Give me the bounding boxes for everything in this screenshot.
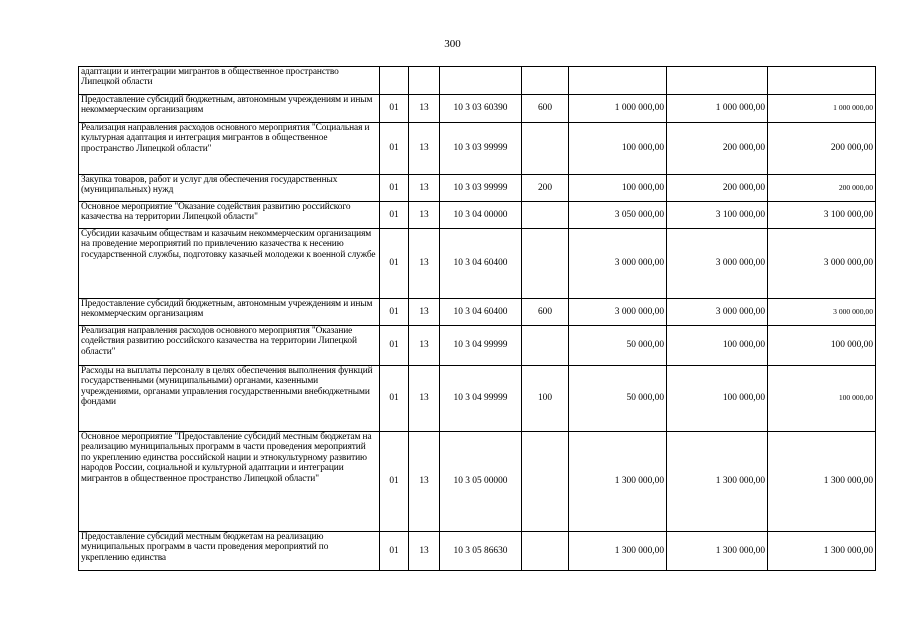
expense-type-cell	[522, 202, 569, 229]
amount-year2-cell: 1 300 000,00	[667, 532, 768, 571]
amount-year1-cell: 3 050 000,00	[569, 202, 667, 229]
expense-name-cell: Закупка товаров, работ и услуг для обеспечения государственных (муниципальных) нужд	[79, 175, 380, 202]
target-article-cell: 10 3 03 99999	[440, 175, 522, 202]
amount-year3-cell: 1 300 000,00	[768, 532, 876, 571]
subsection-code-cell: 13	[409, 123, 440, 175]
table-row	[79, 432, 876, 532]
section-code-cell: 01	[380, 326, 409, 366]
expense-type-cell	[522, 432, 569, 532]
expense-name-cell: Основное мероприятие "Предоставление субсидий местным бюджетам на реализацию муниципальных программ в части проведения мероприятий по укреплению единства российской нации и этнокультурному развитию народов России, социальной и культурной адаптации и интеграции мигрантов в общественное пространство Липецкой области"	[79, 432, 380, 532]
expense-type-cell: 600	[522, 95, 569, 123]
section-code-cell	[380, 67, 409, 95]
target-article-cell: 10 3 05 86630	[440, 532, 522, 571]
section-code-cell: 01	[380, 366, 409, 432]
expense-type-cell: 600	[522, 299, 569, 326]
subsection-code-cell: 13	[409, 175, 440, 202]
expense-name-cell: Предоставление субсидий бюджетным, автономным учреждениям и иным некоммерческим организациям	[79, 95, 380, 123]
expense-type-cell	[522, 123, 569, 175]
amount-year3-cell: 100 000,00	[768, 366, 876, 432]
budget-table	[78, 66, 876, 571]
target-article-cell: 10 3 04 99999	[440, 326, 522, 366]
amount-year1-cell: 1 000 000,00	[569, 95, 667, 123]
subsection-code-cell: 13	[409, 202, 440, 229]
subsection-code-cell: 13	[409, 432, 440, 532]
page-number: 300	[444, 38, 461, 50]
table-row	[79, 202, 876, 229]
amount-year2-cell	[667, 67, 768, 95]
amount-year3-cell: 3 000 000,00	[768, 299, 876, 326]
target-article-cell: 10 3 04 99999	[440, 366, 522, 432]
amount-year2-cell: 200 000,00	[667, 175, 768, 202]
section-code-cell: 01	[380, 202, 409, 229]
expense-name-cell: Расходы на выплаты персоналу в целях обеспечения выполнения функций государственными (муниципальными) органами, казенными учреждениями, органами управления государственными внебюджетными фондами	[79, 366, 380, 432]
target-article-cell: 10 3 04 60400	[440, 299, 522, 326]
target-article-cell: 10 3 04 60400	[440, 229, 522, 299]
amount-year3-cell: 100 000,00	[768, 326, 876, 366]
table-row	[79, 123, 876, 175]
table-row	[79, 175, 876, 202]
amount-year1-cell: 50 000,00	[569, 326, 667, 366]
amount-year2-cell: 100 000,00	[667, 326, 768, 366]
target-article-cell: 10 3 03 60390	[440, 95, 522, 123]
amount-year1-cell: 1 300 000,00	[569, 432, 667, 532]
amount-year2-cell: 3 000 000,00	[667, 229, 768, 299]
expense-type-cell	[522, 67, 569, 95]
amount-year1-cell: 100 000,00	[569, 175, 667, 202]
target-article-cell	[440, 67, 522, 95]
section-code-cell: 01	[380, 123, 409, 175]
amount-year2-cell: 200 000,00	[667, 123, 768, 175]
amount-year2-cell: 100 000,00	[667, 366, 768, 432]
subsection-code-cell: 13	[409, 532, 440, 571]
amount-year3-cell: 1 000 000,00	[768, 95, 876, 123]
expense-type-cell	[522, 229, 569, 299]
table-row	[79, 326, 876, 366]
expense-name-cell: Предоставление субсидий бюджетным, автономным учреждениям и иным некоммерческим организациям	[79, 299, 380, 326]
target-article-cell: 10 3 05 00000	[440, 432, 522, 532]
amount-year3-cell: 3 100 000,00	[768, 202, 876, 229]
amount-year3-cell	[768, 67, 876, 95]
expense-type-cell	[522, 326, 569, 366]
table-body	[79, 67, 876, 571]
subsection-code-cell: 13	[409, 299, 440, 326]
table-row	[79, 299, 876, 326]
expense-name-cell: адаптации и интеграции мигрантов в общественное пространство Липецкой области	[79, 67, 380, 95]
amount-year1-cell: 3 000 000,00	[569, 299, 667, 326]
amount-year1-cell	[569, 67, 667, 95]
section-code-cell: 01	[380, 95, 409, 123]
table-row	[79, 67, 876, 95]
expense-type-cell: 100	[522, 366, 569, 432]
expense-name-cell: Субсидии казачьим обществам и казачьим некоммерческим организациям на проведение мероприятий по привлечению казачества к несению государственной службы, подготовку казачьей молодежи к военной службе	[79, 229, 380, 299]
amount-year3-cell: 3 000 000,00	[768, 229, 876, 299]
expense-type-cell	[522, 532, 569, 571]
amount-year2-cell: 1 300 000,00	[667, 432, 768, 532]
amount-year2-cell: 3 000 000,00	[667, 299, 768, 326]
expense-type-cell: 200	[522, 175, 569, 202]
amount-year1-cell: 50 000,00	[569, 366, 667, 432]
section-code-cell: 01	[380, 299, 409, 326]
subsection-code-cell: 13	[409, 326, 440, 366]
table-row	[79, 95, 876, 123]
amount-year1-cell: 100 000,00	[569, 123, 667, 175]
amount-year2-cell: 3 100 000,00	[667, 202, 768, 229]
table-row	[79, 532, 876, 571]
amount-year3-cell: 1 300 000,00	[768, 432, 876, 532]
amount-year1-cell: 1 300 000,00	[569, 532, 667, 571]
amount-year1-cell: 3 000 000,00	[569, 229, 667, 299]
target-article-cell: 10 3 03 99999	[440, 123, 522, 175]
expense-name-cell: Реализация направления расходов основного мероприятия "Социальная и культурная адаптация и интеграция мигрантов в общественное пространство Липецкой области"	[79, 123, 380, 175]
subsection-code-cell: 13	[409, 229, 440, 299]
section-code-cell: 01	[380, 432, 409, 532]
expense-name-cell: Основное мероприятие "Оказание содействия развитию российского казачества на территории Липецкой области"	[79, 202, 380, 229]
subsection-code-cell: 13	[409, 95, 440, 123]
section-code-cell: 01	[380, 229, 409, 299]
table-row	[79, 229, 876, 299]
subsection-code-cell	[409, 67, 440, 95]
amount-year3-cell: 200 000,00	[768, 123, 876, 175]
subsection-code-cell: 13	[409, 366, 440, 432]
section-code-cell: 01	[380, 532, 409, 571]
amount-year2-cell: 1 000 000,00	[667, 95, 768, 123]
expense-name-cell: Предоставление субсидий местным бюджетам на реализацию муниципальных программ в части проведения мероприятий по укреплению единства	[79, 532, 380, 571]
section-code-cell: 01	[380, 175, 409, 202]
expense-name-cell: Реализация направления расходов основного мероприятия "Оказание содействия развитию российского казачества на территории Липецкой области"	[79, 326, 380, 366]
table-row	[79, 366, 876, 432]
amount-year3-cell: 200 000,00	[768, 175, 876, 202]
target-article-cell: 10 3 04 00000	[440, 202, 522, 229]
